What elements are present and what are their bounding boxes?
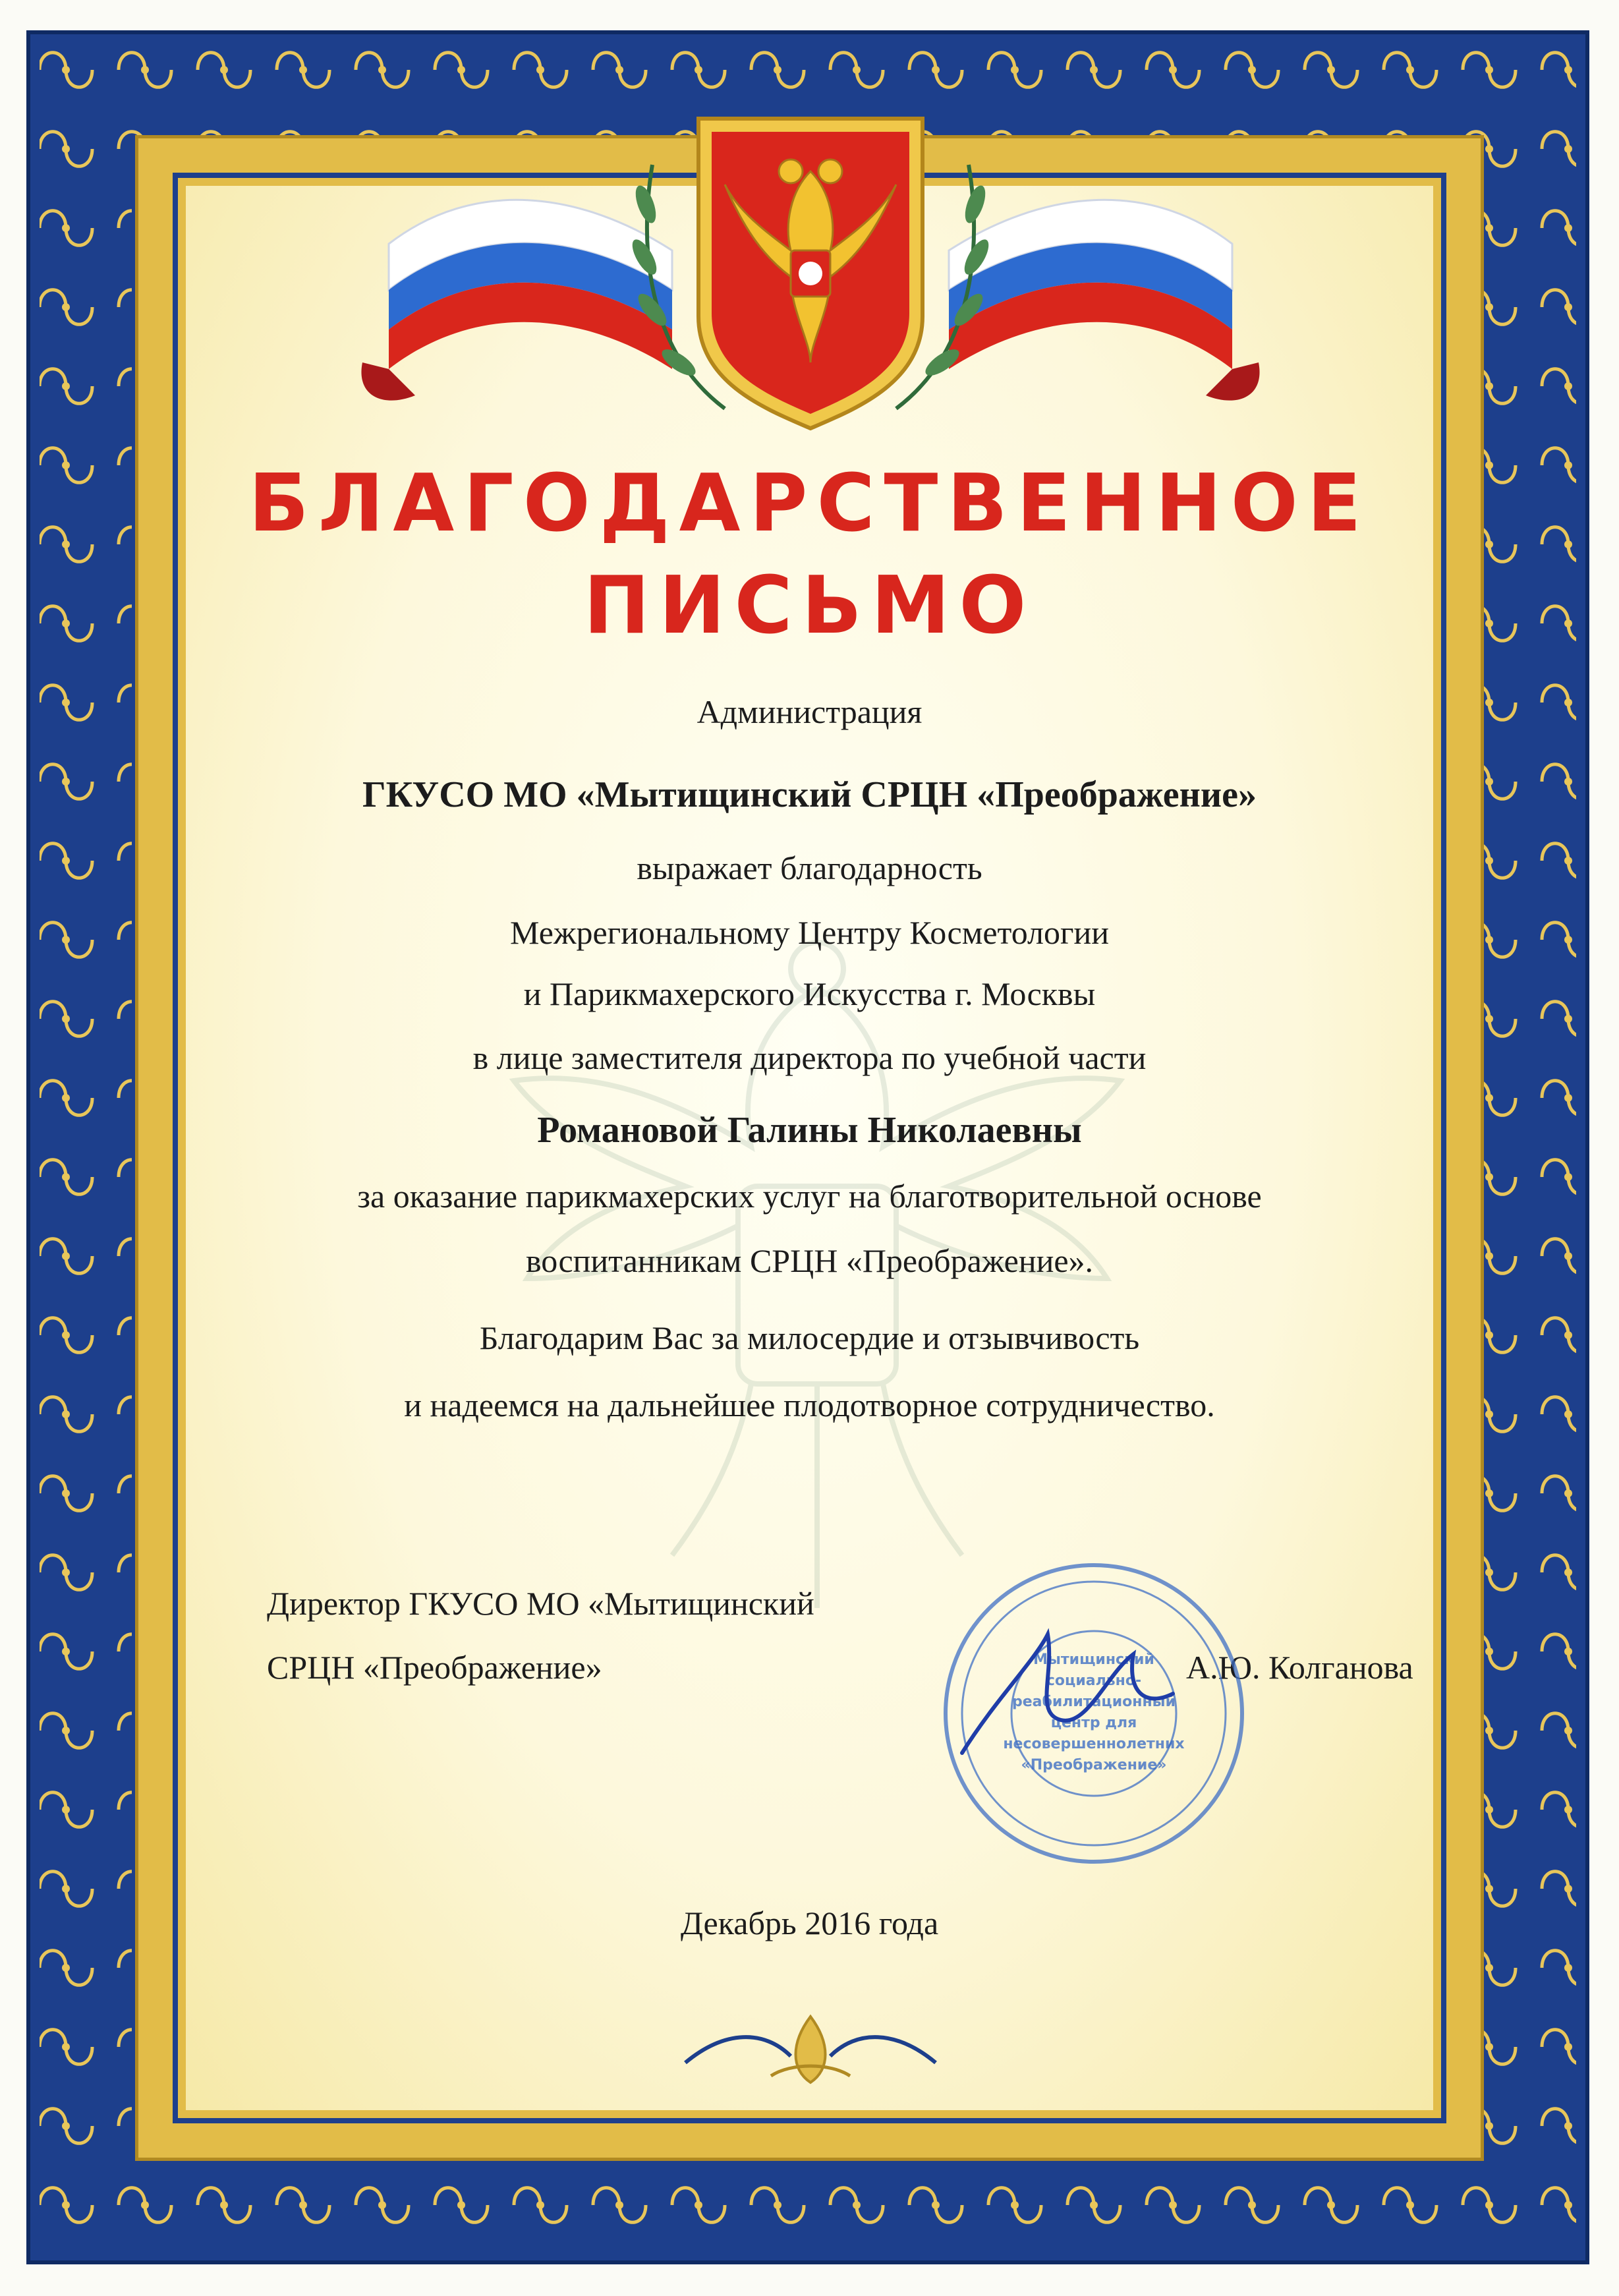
body-line-thanks-1: Благодарим Вас за милосердие и отзывчивость xyxy=(479,1319,1140,1356)
body-line-thanks-2: и надеемся на дальнейшее плодотворное сотрудничество. xyxy=(404,1387,1215,1423)
stamp-text-4: центр для xyxy=(1050,1715,1137,1731)
bottom-ornament-icon xyxy=(672,2010,949,2089)
letter-title-line-1: БЛАГОДАРСТВЕННОЕ xyxy=(248,458,1371,550)
body-line-expresses-gratitude: выражает благодарность xyxy=(637,849,982,886)
coat-of-arms-emblem xyxy=(329,99,1292,442)
signature-position-line-2: СРЦН «Преображение» xyxy=(267,1649,602,1686)
body-line-represented-by: в лице заместителя директора по учебной части xyxy=(472,1039,1147,1076)
body-line-administration: Администрация xyxy=(696,693,923,730)
stamp-text-3: реабилитационный xyxy=(1012,1694,1176,1710)
stamp-text-6: «Преображение» xyxy=(1021,1757,1167,1773)
body-line-recipient-1: Межрегиональному Центру Косметологии xyxy=(509,914,1110,951)
stamp-text-1: Мытищинский xyxy=(1033,1651,1154,1668)
signatory-name: А.Ю. Колганова xyxy=(1186,1649,1413,1686)
letter-date: Декабрь 2016 года xyxy=(680,1905,939,1941)
body-line-organization: ГКУСО МО «Мытищинский СРЦН «Преображение» xyxy=(362,774,1257,815)
signature-position-line-1: Директор ГКУСО МО «Мытищинский xyxy=(267,1585,814,1622)
letter-title-line-2: ПИСЬМО xyxy=(583,560,1036,652)
body-line-reason-2: воспитанникам СРЦН «Преображение». xyxy=(525,1242,1094,1279)
stamp-text-5: несовершеннолетних xyxy=(1003,1736,1185,1752)
stamp-icon xyxy=(936,1555,1252,1872)
stamp-text-2: социально- xyxy=(1046,1673,1142,1689)
body-line-recipient-2: и Парикмахерского Искусства г. Москвы xyxy=(523,975,1096,1012)
body-line-reason-1: за оказание парикмахерских услуг на благотворительной основе xyxy=(357,1178,1262,1215)
body-line-recipient-name: Романовой Галины Николаевны xyxy=(537,1110,1082,1151)
coat-of-arms-shield-icon xyxy=(698,119,923,428)
